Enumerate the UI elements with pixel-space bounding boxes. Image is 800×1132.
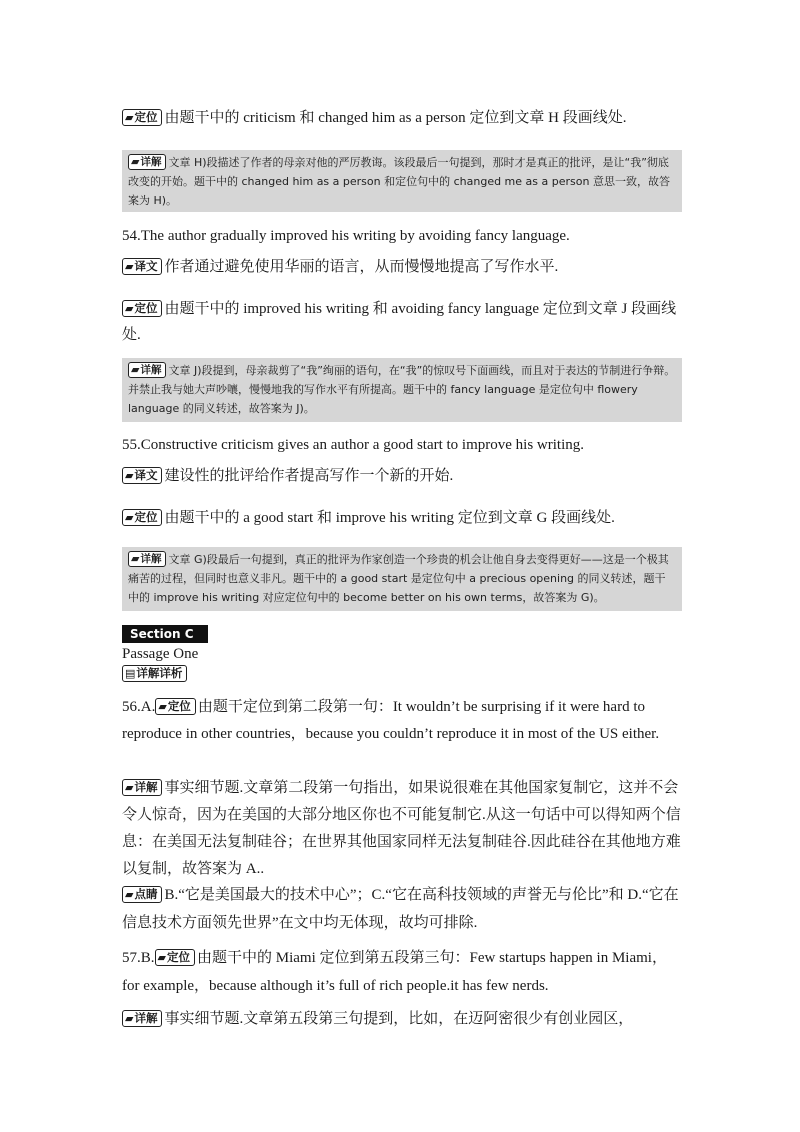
locate-badge: ▰定位: [155, 698, 195, 715]
translation-text: 作者通过避免使用华丽的语言，从而慢慢地提高了写作水平.: [164, 259, 559, 275]
book-icon: ▤: [125, 667, 136, 680]
folder-icon: ▰: [131, 552, 140, 565]
locate-text: 由题干中的 Miami 定位到第五段第三句：Few startups happen in Miami，for example，because although it’s full of rich people.it has few nerds.: [122, 950, 667, 994]
detail-analysis-label: [122, 664, 189, 684]
translation-55: [122, 463, 682, 489]
explain-badge: ▰详解: [128, 154, 166, 170]
folder-icon: ▰: [125, 1012, 134, 1025]
answer-number: 57.B.: [122, 950, 155, 966]
explanation-box-j: [122, 358, 682, 422]
folder-icon: ▰: [125, 111, 134, 124]
locate-line-53: [122, 105, 682, 131]
translation-badge: ▰译文: [122, 258, 162, 275]
locate-badge: ▰定位: [155, 949, 195, 966]
locate-line-55: [122, 505, 682, 531]
explanation-box-g: [122, 547, 682, 611]
folder-icon: ▰: [131, 155, 140, 168]
translation-text: 建设性的批评给作者提高写作一个新的开始.: [164, 468, 454, 484]
question-54: 54.The author gradually improved his writing by avoiding fancy language.: [122, 228, 570, 244]
folder-icon: ▰: [125, 260, 134, 273]
locate-line-54: [122, 296, 682, 348]
question-55: 55.Constructive criticism gives an author a good start to improve his writing.: [122, 437, 585, 453]
explanation-text: 文章 H)段描述了作者的母亲对他的严厉教诲。该段最后一句提到，那时才是真正的批评，是让“我”彻底改变的开始。题干中的 changed him as a person 和定位句中的 changed me as a person 意思一致，故答案为 H)。: [128, 156, 670, 207]
explain-badge: ▰详解: [122, 1010, 162, 1027]
folder-icon: ▰: [125, 888, 134, 901]
key-point-text: B.“它是美国最大的技术中心”；C.“它在高科技领域的声誉无与伦比”和 D.“它在信息技术方面领先世界”在文中均无体现，故均可排除.: [122, 887, 679, 931]
folder-icon: ▰: [125, 302, 134, 315]
folder-icon: ▰: [125, 469, 134, 482]
explanation-text: 事实细节题.文章第二段第一句指出，如果说很难在其他国家复制它，这并不会令人惊奇，因为在美国的大部分地区你也不可能复制它.从这一句话中可以得知两个信息：在美国无法复制硅谷；在世界其他国家同样无法复制硅谷.因此硅谷在其他地方难以复制，故答案为 A..: [122, 780, 681, 877]
translation-54: [122, 254, 682, 280]
folder-icon: ▰: [157, 951, 166, 964]
locate-text: 由题干定位到第二段第一句：It wouldn’t be surprising if it were hard to reproduce in other countries，because you couldn’t reproduce it in most of the US either.: [122, 699, 660, 742]
explanation-box-h: [122, 150, 682, 212]
folder-icon: ▰: [131, 363, 140, 376]
explain-badge: ▰详解: [128, 551, 166, 567]
explanation-text: 文章 G)段最后一句提到，真正的批评为作家创造一个珍贵的机会让他自身去变得更好——这是一个极其痛苦的过程，但同时也意义非凡。题干中的 a good start 是定位句中 a precious opening 的同义转述，题干中的 improve his writing 对应定位句中的 become better on his own terms，故答案为 G)。: [128, 553, 669, 604]
translation-badge: ▰译文: [122, 467, 162, 484]
answer-57-explain: [122, 1006, 682, 1033]
explain-badge: ▰详解: [128, 362, 166, 378]
locate-text: 由题干中的 improved his writing 和 avoiding fancy language 定位到文章 J 段画线处.: [122, 301, 677, 343]
explain-badge: ▰详解: [122, 779, 162, 796]
folder-icon: ▰: [125, 781, 134, 794]
answer-56-explain: [122, 775, 682, 883]
explanation-text: 文章 J)段提到，母亲裁剪了“我”绚丽的语句，在“我”的惊叹号下面画线，而且对于表达的节制进行争辩。并禁止我与她大声吵嚷，慢慢地我的写作水平有所提高。题干中的 fancy language 是定位句中 flowery language 的同义转述，故答案为 J)。: [128, 364, 676, 415]
section-c-heading: Section C: [122, 625, 208, 643]
answer-56-key-point: [122, 881, 682, 937]
key-point-badge: ▰点睛: [122, 886, 162, 903]
folder-icon: ▰: [125, 511, 134, 524]
locate-badge: ▰定位: [122, 300, 162, 317]
locate-badge: ▰定位: [122, 509, 162, 526]
locate-text: 由题干中的 criticism 和 changed him as a person 定位到文章 H 段画线处.: [164, 110, 627, 126]
answer-57-locate: [122, 944, 682, 1000]
locate-badge: ▰定位: [122, 109, 162, 126]
passage-one-heading: Passage One: [122, 646, 199, 662]
answer-number: 56.A.: [122, 699, 156, 715]
explanation-text: 事实细节题.文章第五段第三句提到，比如，在迈阿密很少有创业园区，: [164, 1011, 634, 1027]
locate-text: 由题干中的 a good start 和 improve his writing 定位到文章 G 段画线处.: [164, 510, 615, 526]
detail-analysis-badge: ▤详解详析: [122, 665, 187, 682]
folder-icon: ▰: [158, 700, 167, 713]
answer-56-locate: [122, 694, 682, 748]
